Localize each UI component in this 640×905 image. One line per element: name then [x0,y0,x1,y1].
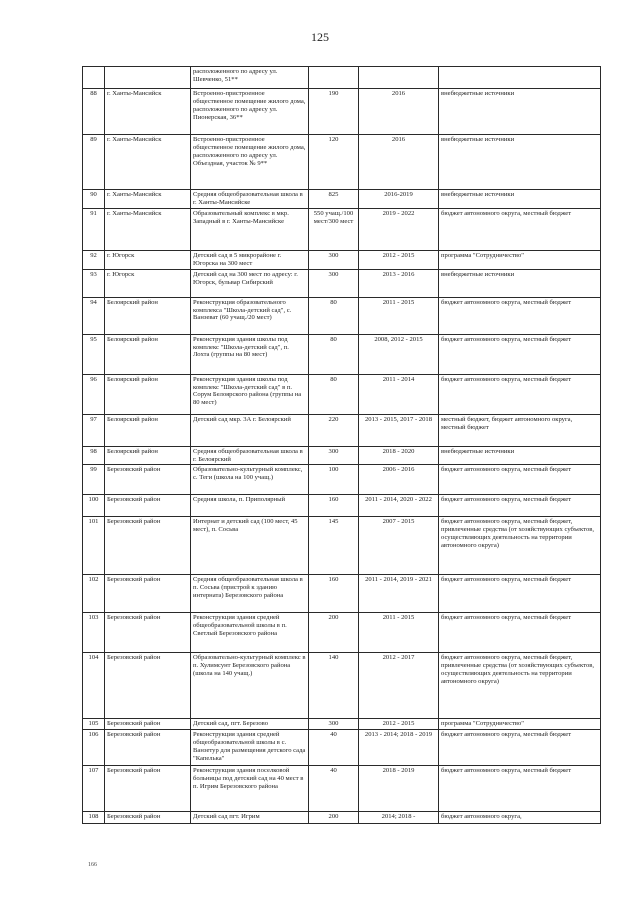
municipality-cell: Березовский район [105,766,191,812]
object-name-cell: Средняя общеобразовательная школа в п. Сосьва (пристрой к зданию интерната) Березовского района [191,575,309,613]
capacity-cell: 80 [309,374,359,414]
municipality-cell: г. Ханты-Мансийск [105,135,191,190]
funding-source-cell: бюджет автономного округа, местный бюджет, привлеченные средства (от хозяйствующих субъектов, осуществляющих деятельность на территории автономного округа) [439,653,601,719]
construction-years-cell: 2011 - 2015 [359,297,439,334]
row-number-cell: 92 [83,250,105,269]
object-name-cell: Детский сад пгт. Игрим [191,812,309,824]
municipality-cell: Березовский район [105,653,191,719]
capacity-cell: 300 [309,250,359,269]
object-name-cell: Средняя школа, п. Приполярный [191,495,309,517]
footer-number: 166 [88,862,97,868]
table-row [83,465,601,495]
construction-years-cell: 2016 [359,89,439,135]
table-row [83,812,601,824]
funding-source-cell [439,67,601,89]
row-number-cell: 103 [83,613,105,653]
funding-source-cell: бюджет автономного округа, местный бюджет, привлеченные средства (от хозяйствующих субъектов, осуществляющих деятельность на территории автономного округа) [439,517,601,575]
construction-years-cell: 2012 - 2015 [359,250,439,269]
construction-years-cell: 2011 - 2014, 2019 - 2021 [359,575,439,613]
object-name-cell: Образовательно-культурный комплекс в п. Хулимсунт Березовского района (школа на 140 учащ.) [191,653,309,719]
table-row [83,67,601,89]
row-number-cell: 104 [83,653,105,719]
capacity-cell: 160 [309,575,359,613]
capacity-cell: 300 [309,269,359,297]
funding-source-cell: программа "Сотрудничество" [439,719,601,730]
capacity-cell: 40 [309,730,359,766]
construction-years-cell: 2011 - 2014 [359,374,439,414]
municipality-cell: Березовский район [105,812,191,824]
funding-source-cell: бюджет автономного округа, местный бюджет [439,766,601,812]
municipality-cell: Белоярский район [105,414,191,446]
capacity-cell: 120 [309,135,359,190]
table-row [83,495,601,517]
construction-years-cell: 2008, 2012 - 2015 [359,334,439,374]
capacity-cell: 200 [309,613,359,653]
row-number-cell: 97 [83,414,105,446]
capacity-cell: 550 учащ./100 мест/300 мест [309,208,359,250]
construction-years-cell: 2018 - 2019 [359,766,439,812]
capacity-cell: 160 [309,495,359,517]
table-row [83,269,601,297]
municipality-cell: Белоярский район [105,297,191,334]
object-name-cell: Образовательный комплекс в мкр. Западный в г. Ханты-Мансийске [191,208,309,250]
table-row [83,414,601,446]
table-row [83,334,601,374]
construction-years-cell: 2012 - 2017 [359,653,439,719]
construction-years-cell: 2012 - 2015 [359,719,439,730]
object-name-cell: Интернат и детский сад (100 мест, 45 мест), п. Сосьва [191,517,309,575]
construction-years-cell [359,67,439,89]
construction-years-cell: 2006 - 2016 [359,465,439,495]
table-row [83,575,601,613]
capacity-cell: 145 [309,517,359,575]
table-row [83,208,601,250]
municipality-cell: г. Ханты-Мансийск [105,190,191,209]
funding-source-cell: внебюджетные источники [439,89,601,135]
municipality-cell: Березовский район [105,465,191,495]
object-name-cell: Средняя общеобразовательная школа в г. Белоярский [191,446,309,465]
table-row [83,250,601,269]
capacity-cell: 100 [309,465,359,495]
object-name-cell: Средняя общеобразовательная школа в г. Ханты-Мансийске [191,190,309,209]
row-number-cell: 105 [83,719,105,730]
funding-source-cell: местный бюджет, бюджет автономного округа, местный бюджет [439,414,601,446]
row-number-cell: 93 [83,269,105,297]
row-number-cell: 90 [83,190,105,209]
page-number: 125 [311,30,329,44]
funding-source-cell: бюджет автономного округа, местный бюджет [439,465,601,495]
row-number-cell: 88 [83,89,105,135]
table-row [83,89,601,135]
municipality-cell: Березовский район [105,719,191,730]
row-number-cell: 94 [83,297,105,334]
funding-source-cell: программа "Сотрудничество" [439,250,601,269]
capacity-cell [309,67,359,89]
municipality-cell: г. Ханты-Мансийск [105,208,191,250]
funding-source-cell: бюджет автономного округа, местный бюджет [439,334,601,374]
funding-source-cell: бюджет автономного округа, местный бюджет [439,297,601,334]
object-name-cell: Реконструкция образовательного комплекса "Школа-детский сад", с. Ванзеват (60 учащ./20 мест) [191,297,309,334]
object-name-cell: расположенного по адресу ул. Шевченко, 51** [191,67,309,89]
municipality-cell: Белоярский район [105,446,191,465]
object-name-cell: Детский сад мкр. 3А г. Белоярский [191,414,309,446]
table-row [83,374,601,414]
table-row [83,446,601,465]
municipality-cell: Березовский район [105,613,191,653]
row-number-cell: 95 [83,334,105,374]
row-number-cell: 101 [83,517,105,575]
construction-years-cell: 2016-2019 [359,190,439,209]
municipality-cell [105,67,191,89]
object-name-cell: Детский сад, пгт. Березово [191,719,309,730]
construction-years-cell: 2013 - 2015, 2017 - 2018 [359,414,439,446]
table-row [83,719,601,730]
table-row [83,190,601,209]
table-row [83,613,601,653]
municipality-cell: г. Югорск [105,250,191,269]
capacity-cell: 825 [309,190,359,209]
row-number-cell: 99 [83,465,105,495]
object-name-cell: Встроенно-пристроенное общественное помещение жилого дома, расположенного по адресу ул. Объездная, участок № 9** [191,135,309,190]
object-name-cell: Реконструкция здания средней общеобразовательной школы в с. Ванзетур для размещения детского сада "Капелька" [191,730,309,766]
funding-source-cell: бюджет автономного округа, [439,812,601,824]
object-name-cell: Реконструкция здания школы под комплекс "Школа-детский сад" в п. Сорум Белоярского района (группы на 80 мест) [191,374,309,414]
capacity-cell: 140 [309,653,359,719]
construction-years-cell: 2011 - 2015 [359,613,439,653]
construction-years-cell: 2019 - 2022 [359,208,439,250]
object-name-cell: Детский сад на 300 мест по адресу: г. Югорск, бульвар Сибирский [191,269,309,297]
table-row [83,653,601,719]
table-row [83,135,601,190]
municipality-cell: Белоярский район [105,374,191,414]
funding-source-cell: внебюджетные источники [439,135,601,190]
funding-source-cell: бюджет автономного округа, местный бюджет [439,208,601,250]
capacity-cell: 300 [309,446,359,465]
object-name-cell: Реконструкция здания средней общеобразовательной школы в п. Светлый Березовского района [191,613,309,653]
capacity-cell: 40 [309,766,359,812]
object-name-cell: Образовательно-культурный комплекс, с. Теги (школа на 100 учащ.) [191,465,309,495]
construction-years-cell: 2014; 2018 - [359,812,439,824]
object-name-cell: Реконструкция здания поселковой больницы под детский сад на 40 мест в п. Игрим Березовского района [191,766,309,812]
capacity-cell: 220 [309,414,359,446]
municipality-cell: г. Югорск [105,269,191,297]
capacity-cell: 80 [309,334,359,374]
funding-source-cell: внебюджетные источники [439,190,601,209]
municipality-cell: г. Ханты-Мансийск [105,89,191,135]
municipality-cell: Березовский район [105,495,191,517]
funding-source-cell: бюджет автономного округа, местный бюджет [439,495,601,517]
object-name-cell: Детский сад в 5 микрорайоне г. Югорска на 300 мест [191,250,309,269]
funding-source-cell: бюджет автономного округа, местный бюджет [439,730,601,766]
construction-objects-table [82,66,601,824]
table-row [83,517,601,575]
funding-source-cell: внебюджетные источники [439,446,601,465]
capacity-cell: 300 [309,719,359,730]
construction-years-cell: 2011 - 2014, 2020 - 2022 [359,495,439,517]
capacity-cell: 80 [309,297,359,334]
table-row [83,766,601,812]
table-row [83,297,601,334]
municipality-cell: Березовский район [105,517,191,575]
row-number-cell: 91 [83,208,105,250]
row-number-cell: 108 [83,812,105,824]
table-body [83,67,601,824]
row-number-cell: 107 [83,766,105,812]
municipality-cell: Березовский район [105,575,191,613]
row-number-cell: 98 [83,446,105,465]
row-number-cell [83,67,105,89]
funding-source-cell: бюджет автономного округа, местный бюджет [439,374,601,414]
funding-source-cell: бюджет автономного округа, местный бюджет [439,613,601,653]
construction-years-cell: 2013 - 2014; 2018 - 2019 [359,730,439,766]
table-row [83,730,601,766]
row-number-cell: 102 [83,575,105,613]
object-name-cell: Встроенно-пристроенное общественное помещение жилого дома, расположенного по адресу ул. Пионерская, 36** [191,89,309,135]
construction-years-cell: 2018 - 2020 [359,446,439,465]
funding-source-cell: бюджет автономного округа, местный бюджет [439,575,601,613]
row-number-cell: 96 [83,374,105,414]
construction-years-cell: 2007 - 2015 [359,517,439,575]
construction-years-cell: 2016 [359,135,439,190]
row-number-cell: 100 [83,495,105,517]
row-number-cell: 106 [83,730,105,766]
capacity-cell: 200 [309,812,359,824]
construction-years-cell: 2013 - 2016 [359,269,439,297]
municipality-cell: Березовский район [105,730,191,766]
object-name-cell: Реконструкция здания школы под комплекс "Школа-детский сад", п. Лохта (группы на 80 мест) [191,334,309,374]
funding-source-cell: внебюджетные источники [439,269,601,297]
row-number-cell: 89 [83,135,105,190]
municipality-cell: Белоярский район [105,334,191,374]
capacity-cell: 190 [309,89,359,135]
